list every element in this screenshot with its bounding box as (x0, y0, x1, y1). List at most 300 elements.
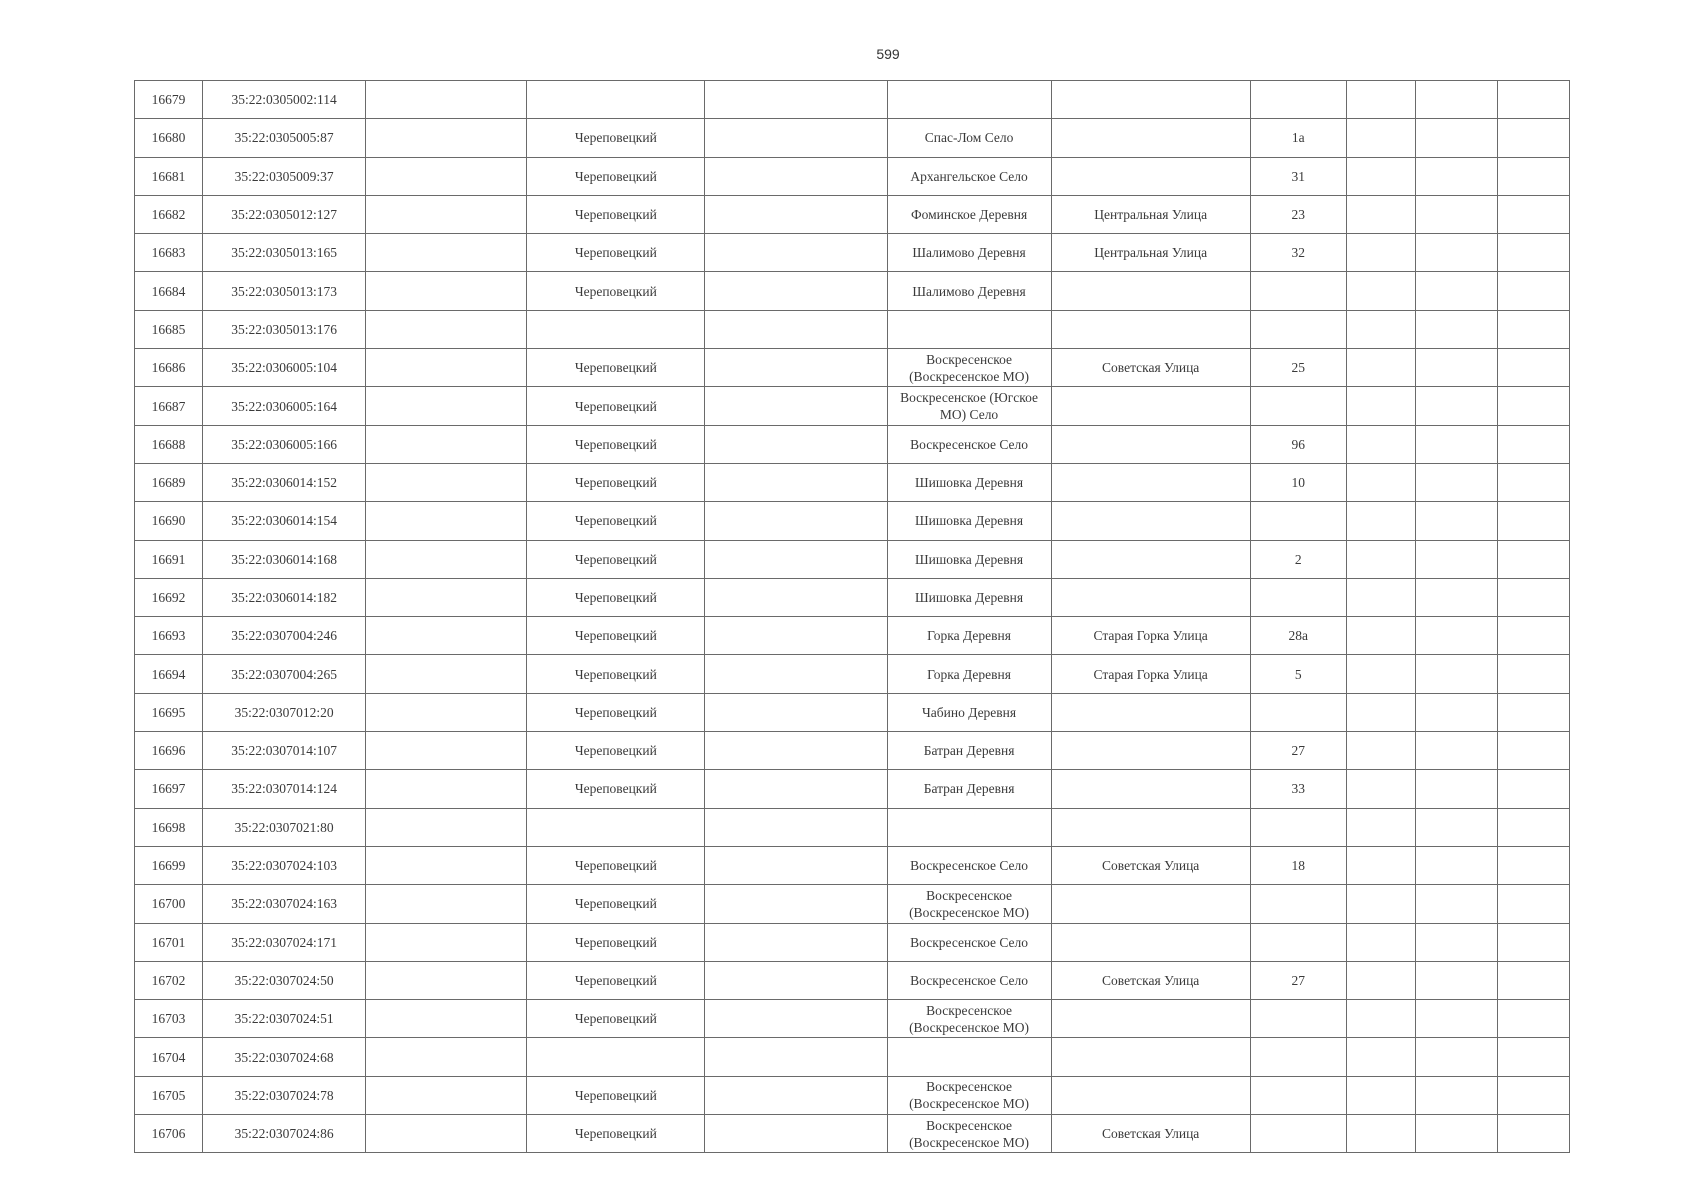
empty-cell (705, 81, 887, 119)
empty-cell (366, 1000, 527, 1038)
empty-cell (1415, 693, 1497, 731)
street-cell: Советская Улица (1051, 349, 1250, 387)
locality-cell: Воскресенское Село (887, 961, 1051, 999)
empty-cell (705, 349, 887, 387)
empty-cell (705, 1115, 887, 1153)
empty-cell (1497, 808, 1569, 846)
empty-cell (1346, 272, 1415, 310)
street-cell (1051, 272, 1250, 310)
locality-cell: Воскресенское (Воскресенское МО) (887, 1076, 1051, 1114)
cadastral-number-cell: 35:22:0307014:107 (203, 732, 366, 770)
district-cell: Череповецкий (527, 617, 705, 655)
empty-cell (1346, 463, 1415, 501)
row-number-cell: 16696 (135, 732, 203, 770)
street-cell: Советская Улица (1051, 846, 1250, 884)
district-cell: Череповецкий (527, 1076, 705, 1114)
empty-cell (1346, 885, 1415, 923)
house-number-cell: 10 (1250, 463, 1346, 501)
row-number-cell: 16697 (135, 770, 203, 808)
locality-cell: Воскресенское Село (887, 846, 1051, 884)
empty-cell (366, 349, 527, 387)
table-row (135, 770, 1570, 808)
district-cell (527, 310, 705, 348)
empty-cell (366, 578, 527, 616)
empty-cell (1497, 770, 1569, 808)
empty-cell (1346, 157, 1415, 195)
empty-cell (1415, 923, 1497, 961)
locality-cell (887, 808, 1051, 846)
street-cell (1051, 808, 1250, 846)
empty-cell (366, 502, 527, 540)
cadastral-number-cell: 35:22:0306014:168 (203, 540, 366, 578)
empty-cell (1415, 1000, 1497, 1038)
empty-cell (705, 540, 887, 578)
table-row (135, 732, 1570, 770)
empty-cell (1346, 808, 1415, 846)
house-number-cell (1250, 885, 1346, 923)
district-cell: Череповецкий (527, 272, 705, 310)
cadastral-number-cell: 35:22:0307024:171 (203, 923, 366, 961)
empty-cell (366, 617, 527, 655)
house-number-cell (1250, 81, 1346, 119)
empty-cell (705, 961, 887, 999)
empty-cell (1497, 349, 1569, 387)
house-number-cell: 18 (1250, 846, 1346, 884)
empty-cell (1497, 425, 1569, 463)
street-cell (1051, 770, 1250, 808)
empty-cell (705, 502, 887, 540)
street-cell: Советская Улица (1051, 961, 1250, 999)
locality-cell: Чабино Деревня (887, 693, 1051, 731)
empty-cell (1415, 1115, 1497, 1153)
empty-cell (1415, 961, 1497, 999)
cadastral-number-cell: 35:22:0307024:68 (203, 1038, 366, 1076)
empty-cell (1415, 1076, 1497, 1114)
empty-cell (1415, 846, 1497, 884)
district-cell: Череповецкий (527, 923, 705, 961)
cadastral-number-cell: 35:22:0307004:265 (203, 655, 366, 693)
empty-cell (705, 1000, 887, 1038)
cadastral-number-cell: 35:22:0307024:78 (203, 1076, 366, 1114)
district-cell: Череповецкий (527, 1115, 705, 1153)
empty-cell (366, 1115, 527, 1153)
empty-cell (1497, 310, 1569, 348)
empty-cell (1346, 578, 1415, 616)
cadastral-number-cell: 35:22:0307012:20 (203, 693, 366, 731)
empty-cell (1415, 310, 1497, 348)
locality-cell: Фоминское Деревня (887, 195, 1051, 233)
empty-cell (1415, 349, 1497, 387)
house-number-cell: 23 (1250, 195, 1346, 233)
locality-cell: Горка Деревня (887, 617, 1051, 655)
cadastral-number-cell: 35:22:0307021:80 (203, 808, 366, 846)
locality-cell: Воскресенское (Югское МО) Село (887, 387, 1051, 425)
empty-cell (705, 846, 887, 884)
district-cell: Череповецкий (527, 502, 705, 540)
cadastral-number-cell: 35:22:0306005:164 (203, 387, 366, 425)
district-cell: Череповецкий (527, 655, 705, 693)
district-cell: Череповецкий (527, 961, 705, 999)
empty-cell (1497, 387, 1569, 425)
house-number-cell: 28а (1250, 617, 1346, 655)
house-number-cell: 1а (1250, 119, 1346, 157)
cadastral-number-cell: 35:22:0305009:37 (203, 157, 366, 195)
table-row (135, 349, 1570, 387)
empty-cell (1346, 1076, 1415, 1114)
empty-cell (1346, 540, 1415, 578)
district-cell: Череповецкий (527, 425, 705, 463)
table-row (135, 540, 1570, 578)
table-row (135, 1000, 1570, 1038)
empty-cell (1415, 502, 1497, 540)
cadastral-number-cell: 35:22:0307004:246 (203, 617, 366, 655)
empty-cell (366, 846, 527, 884)
empty-cell (366, 961, 527, 999)
street-cell (1051, 1076, 1250, 1114)
empty-cell (366, 1038, 527, 1076)
district-cell: Череповецкий (527, 119, 705, 157)
empty-cell (1497, 1076, 1569, 1114)
locality-cell: Шишовка Деревня (887, 502, 1051, 540)
empty-cell (1415, 1038, 1497, 1076)
cadastral-number-cell: 35:22:0307024:50 (203, 961, 366, 999)
empty-cell (1497, 1115, 1569, 1153)
house-number-cell (1250, 1038, 1346, 1076)
empty-cell (1497, 655, 1569, 693)
street-cell (1051, 923, 1250, 961)
empty-cell (366, 310, 527, 348)
empty-cell (705, 234, 887, 272)
empty-cell (366, 1076, 527, 1114)
locality-cell: Воскресенское (Воскресенское МО) (887, 349, 1051, 387)
row-number-cell: 16681 (135, 157, 203, 195)
street-cell (1051, 732, 1250, 770)
empty-cell (1497, 157, 1569, 195)
cadastral-number-cell: 35:22:0306014:154 (203, 502, 366, 540)
row-number-cell: 16705 (135, 1076, 203, 1114)
locality-cell: Воскресенское Село (887, 425, 1051, 463)
street-cell (1051, 463, 1250, 501)
district-cell: Череповецкий (527, 1000, 705, 1038)
house-number-cell: 25 (1250, 349, 1346, 387)
locality-cell: Воскресенское (Воскресенское МО) (887, 885, 1051, 923)
table-row (135, 885, 1570, 923)
row-number-cell: 16690 (135, 502, 203, 540)
locality-cell: Батран Деревня (887, 770, 1051, 808)
house-number-cell: 33 (1250, 770, 1346, 808)
house-number-cell (1250, 502, 1346, 540)
page-number: 599 (876, 46, 900, 62)
empty-cell (1346, 349, 1415, 387)
district-cell: Череповецкий (527, 349, 705, 387)
empty-cell (1346, 195, 1415, 233)
row-number-cell: 16687 (135, 387, 203, 425)
empty-cell (705, 808, 887, 846)
empty-cell (1497, 961, 1569, 999)
empty-cell (1497, 540, 1569, 578)
locality-cell: Горка Деревня (887, 655, 1051, 693)
empty-cell (705, 923, 887, 961)
table-row (135, 808, 1570, 846)
empty-cell (366, 119, 527, 157)
district-cell: Череповецкий (527, 578, 705, 616)
empty-cell (1346, 693, 1415, 731)
empty-cell (705, 732, 887, 770)
table-row (135, 387, 1570, 425)
house-number-cell: 31 (1250, 157, 1346, 195)
district-cell: Череповецкий (527, 387, 705, 425)
empty-cell (1497, 1000, 1569, 1038)
table-row (135, 157, 1570, 195)
row-number-cell: 16698 (135, 808, 203, 846)
table-row (135, 310, 1570, 348)
empty-cell (705, 885, 887, 923)
empty-cell (1497, 578, 1569, 616)
empty-cell (705, 195, 887, 233)
locality-cell: Шишовка Деревня (887, 463, 1051, 501)
empty-cell (1346, 655, 1415, 693)
district-cell: Череповецкий (527, 195, 705, 233)
empty-cell (1346, 732, 1415, 770)
empty-cell (705, 617, 887, 655)
empty-cell (705, 387, 887, 425)
empty-cell (366, 272, 527, 310)
row-number-cell: 16695 (135, 693, 203, 731)
empty-cell (1415, 425, 1497, 463)
cadastral-number-cell: 35:22:0306014:152 (203, 463, 366, 501)
empty-cell (1346, 1000, 1415, 1038)
empty-cell (1497, 846, 1569, 884)
empty-cell (1497, 119, 1569, 157)
empty-cell (1346, 1115, 1415, 1153)
empty-cell (1415, 234, 1497, 272)
empty-cell (366, 425, 527, 463)
cadastral-number-cell: 35:22:0306005:104 (203, 349, 366, 387)
empty-cell (1497, 732, 1569, 770)
locality-cell: Архангельское Село (887, 157, 1051, 195)
empty-cell (366, 808, 527, 846)
empty-cell (366, 770, 527, 808)
street-cell (1051, 81, 1250, 119)
cadastral-number-cell: 35:22:0307014:124 (203, 770, 366, 808)
table-row (135, 119, 1570, 157)
table-row (135, 617, 1570, 655)
empty-cell (1346, 770, 1415, 808)
cadastral-number-cell: 35:22:0305005:87 (203, 119, 366, 157)
empty-cell (1415, 617, 1497, 655)
empty-cell (705, 1076, 887, 1114)
empty-cell (1415, 770, 1497, 808)
empty-cell (1415, 655, 1497, 693)
empty-cell (1497, 923, 1569, 961)
locality-cell: Батран Деревня (887, 732, 1051, 770)
table-row (135, 655, 1570, 693)
empty-cell (705, 655, 887, 693)
empty-cell (1497, 885, 1569, 923)
empty-cell (705, 463, 887, 501)
empty-cell (1497, 1038, 1569, 1076)
cadastral-number-cell: 35:22:0306014:182 (203, 578, 366, 616)
empty-cell (366, 81, 527, 119)
cadastral-number-cell: 35:22:0307024:86 (203, 1115, 366, 1153)
district-cell: Череповецкий (527, 463, 705, 501)
street-cell (1051, 157, 1250, 195)
table-row (135, 961, 1570, 999)
empty-cell (1415, 272, 1497, 310)
street-cell (1051, 1038, 1250, 1076)
cadastral-number-cell: 35:22:0307024:163 (203, 885, 366, 923)
street-cell (1051, 1000, 1250, 1038)
table-row (135, 81, 1570, 119)
house-number-cell (1250, 1115, 1346, 1153)
district-cell: Череповецкий (527, 693, 705, 731)
table-row (135, 923, 1570, 961)
locality-cell: Воскресенское (Воскресенское МО) (887, 1000, 1051, 1038)
street-cell: Центральная Улица (1051, 195, 1250, 233)
table-row (135, 195, 1570, 233)
table-row (135, 693, 1570, 731)
street-cell: Советская Улица (1051, 1115, 1250, 1153)
street-cell: Старая Горка Улица (1051, 655, 1250, 693)
empty-cell (366, 655, 527, 693)
house-number-cell: 27 (1250, 732, 1346, 770)
empty-cell (1415, 885, 1497, 923)
house-number-cell (1250, 310, 1346, 348)
empty-cell (1415, 387, 1497, 425)
row-number-cell: 16682 (135, 195, 203, 233)
empty-cell (366, 923, 527, 961)
empty-cell (1497, 617, 1569, 655)
street-cell (1051, 425, 1250, 463)
row-number-cell: 16692 (135, 578, 203, 616)
house-number-cell: 27 (1250, 961, 1346, 999)
house-number-cell (1250, 693, 1346, 731)
empty-cell (705, 578, 887, 616)
empty-cell (1346, 846, 1415, 884)
district-cell: Череповецкий (527, 540, 705, 578)
table-row (135, 846, 1570, 884)
district-cell: Череповецкий (527, 770, 705, 808)
empty-cell (366, 463, 527, 501)
street-cell (1051, 885, 1250, 923)
cadastral-number-cell: 35:22:0305013:173 (203, 272, 366, 310)
house-number-cell (1250, 1000, 1346, 1038)
table-row (135, 578, 1570, 616)
empty-cell (366, 387, 527, 425)
locality-cell (887, 81, 1051, 119)
table-row (135, 1076, 1570, 1114)
row-number-cell: 16703 (135, 1000, 203, 1038)
empty-cell (705, 119, 887, 157)
cadastral-number-cell: 35:22:0307024:51 (203, 1000, 366, 1038)
empty-cell (1346, 617, 1415, 655)
registry-table-body (135, 81, 1570, 1153)
row-number-cell: 16680 (135, 119, 203, 157)
district-cell (527, 81, 705, 119)
empty-cell (366, 540, 527, 578)
table-row (135, 1115, 1570, 1153)
empty-cell (1346, 119, 1415, 157)
house-number-cell (1250, 272, 1346, 310)
table-row (135, 272, 1570, 310)
house-number-cell (1250, 923, 1346, 961)
empty-cell (1415, 157, 1497, 195)
row-number-cell: 16694 (135, 655, 203, 693)
house-number-cell (1250, 1076, 1346, 1114)
cadastral-number-cell: 35:22:0307024:103 (203, 846, 366, 884)
district-cell: Череповецкий (527, 157, 705, 195)
district-cell (527, 1038, 705, 1076)
house-number-cell (1250, 808, 1346, 846)
empty-cell (705, 693, 887, 731)
row-number-cell: 16700 (135, 885, 203, 923)
street-cell (1051, 387, 1250, 425)
row-number-cell: 16691 (135, 540, 203, 578)
empty-cell (366, 732, 527, 770)
locality-cell (887, 310, 1051, 348)
row-number-cell: 16688 (135, 425, 203, 463)
empty-cell (1346, 234, 1415, 272)
street-cell: Старая Горка Улица (1051, 617, 1250, 655)
street-cell (1051, 693, 1250, 731)
cadastral-number-cell: 35:22:0305012:127 (203, 195, 366, 233)
street-cell (1051, 540, 1250, 578)
locality-cell: Воскресенское (Воскресенское МО) (887, 1115, 1051, 1153)
row-number-cell: 16684 (135, 272, 203, 310)
row-number-cell: 16702 (135, 961, 203, 999)
empty-cell (1415, 119, 1497, 157)
empty-cell (1497, 463, 1569, 501)
empty-cell (366, 885, 527, 923)
row-number-cell: 16686 (135, 349, 203, 387)
empty-cell (1346, 1038, 1415, 1076)
locality-cell: Шалимово Деревня (887, 234, 1051, 272)
empty-cell (1415, 81, 1497, 119)
empty-cell (1415, 578, 1497, 616)
table-row (135, 234, 1570, 272)
street-cell (1051, 578, 1250, 616)
house-number-cell: 2 (1250, 540, 1346, 578)
house-number-cell (1250, 387, 1346, 425)
empty-cell (1415, 808, 1497, 846)
cadastral-number-cell: 35:22:0305002:114 (203, 81, 366, 119)
empty-cell (1497, 195, 1569, 233)
empty-cell (1497, 502, 1569, 540)
empty-cell (705, 310, 887, 348)
empty-cell (705, 1038, 887, 1076)
empty-cell (1346, 387, 1415, 425)
row-number-cell: 16679 (135, 81, 203, 119)
district-cell (527, 808, 705, 846)
locality-cell (887, 1038, 1051, 1076)
cadastral-number-cell: 35:22:0306005:166 (203, 425, 366, 463)
street-cell (1051, 119, 1250, 157)
empty-cell (366, 234, 527, 272)
row-number-cell: 16706 (135, 1115, 203, 1153)
empty-cell (1497, 234, 1569, 272)
cadastral-number-cell: 35:22:0305013:165 (203, 234, 366, 272)
house-number-cell (1250, 578, 1346, 616)
registry-table (134, 80, 1570, 1153)
locality-cell: Спас-Лом Село (887, 119, 1051, 157)
empty-cell (1346, 961, 1415, 999)
district-cell: Череповецкий (527, 885, 705, 923)
empty-cell (1346, 81, 1415, 119)
empty-cell (1415, 195, 1497, 233)
row-number-cell: 16685 (135, 310, 203, 348)
street-cell (1051, 502, 1250, 540)
locality-cell: Шишовка Деревня (887, 578, 1051, 616)
